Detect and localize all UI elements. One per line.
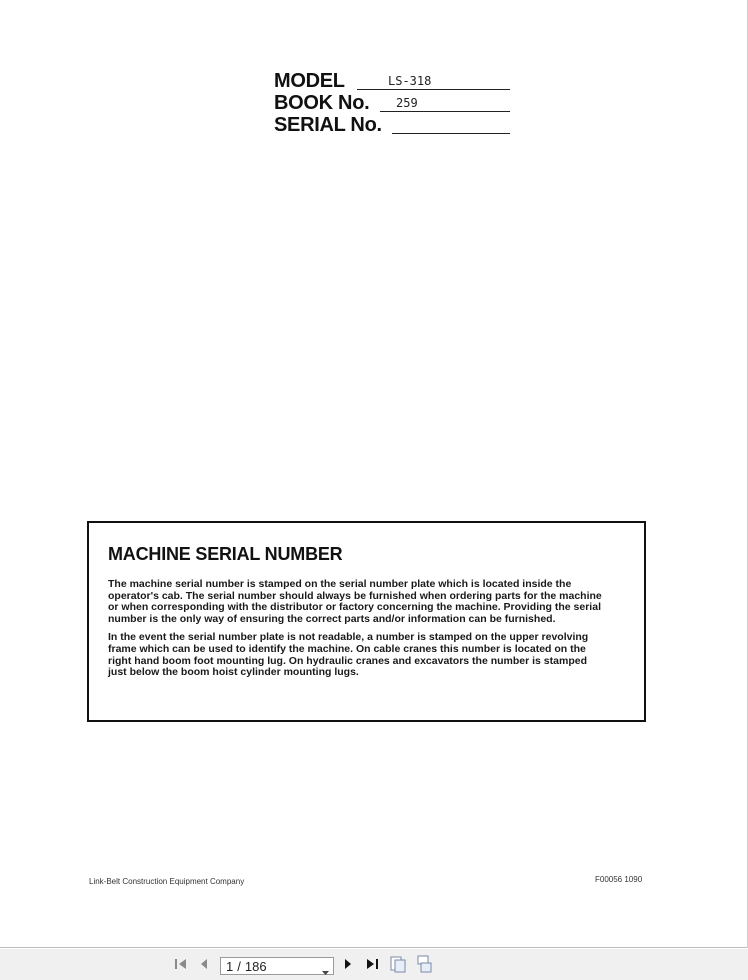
model-label: MODEL: [274, 70, 345, 92]
continuous-page-view-icon[interactable]: [416, 955, 434, 973]
notice-title: MACHINE SERIAL NUMBER: [108, 544, 343, 564]
total-page-count: 186: [244, 958, 267, 974]
page-separator: /: [237, 958, 241, 974]
notice-paragraph-2: In the event the serial number plate is not readable, a number is stamped on the upper revolving frame which can be used to identify the machine. On cable cranes this number is located on the right hand boom foot mounting lug. On hydraulic cranes and excavators the number is stamped just below the boom hoist cylinder mounting lugs.: [108, 631, 589, 679]
current-page-number: 1: [226, 958, 234, 974]
model-underline: [357, 89, 510, 90]
book-value: 259: [396, 96, 418, 110]
serial-label: SERIAL No.: [274, 114, 382, 136]
first-page-icon[interactable]: [174, 957, 188, 971]
last-page-icon[interactable]: [365, 957, 379, 971]
book-label: BOOK No.: [274, 92, 370, 114]
model-value: LS-318: [388, 74, 432, 88]
dropdown-arrow-icon[interactable]: [322, 964, 329, 979]
previous-page-icon[interactable]: [198, 957, 210, 971]
page-number-selector[interactable]: [220, 957, 334, 975]
serial-underline: [392, 133, 510, 134]
serial-number-notice-box: [87, 521, 646, 722]
footer-company: Link-Belt Construction Equipment Company: [89, 877, 245, 886]
next-page-icon[interactable]: [342, 957, 354, 971]
single-page-view-icon[interactable]: [389, 955, 407, 973]
book-underline: [380, 111, 510, 112]
viewer-toolbar: [0, 949, 748, 980]
notice-paragraph-1: The machine serial number is stamped on the serial number plate which is located inside the operator's cab. The serial number should always be furnished when ordering parts for the machine or when corresponding with the distributor or factory concerning the machine. Providing the serial number is the only way of ensuring the correct parts and/or information can be furnished.: [108, 578, 602, 625]
footer-code: F00056 1090: [595, 875, 643, 884]
